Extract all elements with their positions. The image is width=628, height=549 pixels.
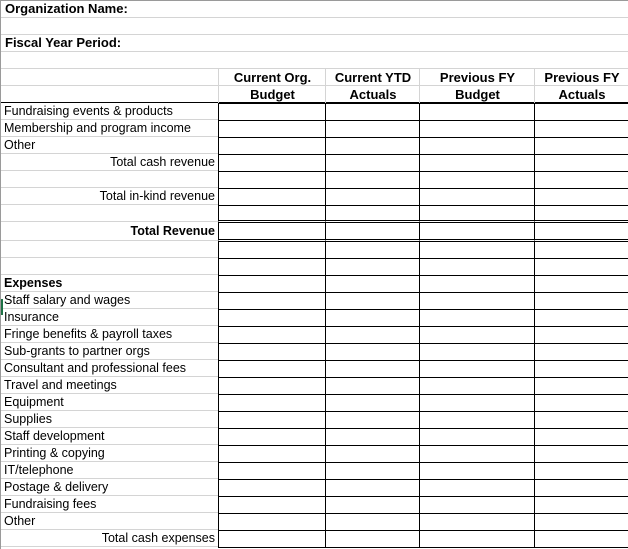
input-cell-current-ytd-actuals[interactable] — [325, 137, 420, 155]
table-row — [1, 411, 628, 428]
table-row — [1, 154, 628, 171]
input-cell-previous-fy-budget[interactable] — [419, 377, 535, 395]
input-cell-current-ytd-actuals[interactable] — [325, 462, 420, 480]
input-cell-previous-fy-budget[interactable] — [419, 479, 535, 497]
input-cell-previous-fy-budget[interactable] — [419, 530, 535, 548]
input-cell-current-org-budget[interactable] — [218, 394, 326, 412]
table-row — [1, 137, 628, 154]
input-cell-previous-fy-actuals[interactable] — [534, 258, 628, 276]
input-cell-current-org-budget[interactable] — [218, 137, 326, 155]
input-cell-previous-fy-budget[interactable] — [419, 360, 535, 378]
table-row — [1, 258, 628, 275]
table-row — [1, 360, 628, 377]
table-row — [1, 309, 628, 326]
input-cell-current-org-budget[interactable] — [218, 479, 326, 497]
input-cell-current-ytd-actuals[interactable] — [325, 360, 420, 378]
input-cell-previous-fy-actuals[interactable] — [534, 205, 628, 223]
expense-item-label: IT/telephone — [4, 463, 74, 477]
expense-item-label: Other — [4, 514, 36, 528]
input-cell-current-org-budget[interactable] — [218, 496, 326, 514]
input-cell-previous-fy-budget[interactable] — [419, 428, 535, 446]
input-cell-previous-fy-budget[interactable] — [419, 258, 535, 276]
input-cell-current-ytd-actuals[interactable] — [325, 275, 420, 293]
input-cell-current-ytd-actuals[interactable] — [325, 496, 420, 514]
selected-row-indicator — [1, 299, 3, 315]
row-fiscal-year — [1, 35, 628, 52]
input-cell-previous-fy-budget[interactable] — [419, 222, 535, 242]
table-row — [1, 205, 628, 222]
table-row — [1, 394, 628, 411]
row-label-cell[interactable] — [1, 241, 219, 258]
input-cell-previous-fy-actuals[interactable] — [534, 513, 628, 531]
expense-item-label: Sub-grants to partner orgs — [4, 344, 150, 358]
expense-item-label: Fringe benefits & payroll taxes — [4, 327, 173, 341]
input-cell-current-org-budget[interactable] — [218, 530, 326, 548]
input-cell-current-ytd-actuals[interactable] — [325, 326, 420, 344]
row-organization-name — [1, 1, 628, 18]
input-cell-previous-fy-actuals[interactable] — [534, 428, 628, 446]
total-revenue-label: Total Revenue — [130, 224, 215, 238]
input-cell-current-ytd-actuals[interactable] — [325, 154, 420, 172]
input-cell-current-org-budget[interactable] — [218, 154, 326, 172]
input-cell-current-ytd-actuals[interactable] — [325, 188, 420, 206]
row-blank[interactable] — [1, 18, 628, 35]
input-cell-previous-fy-budget[interactable] — [419, 309, 535, 327]
input-cell-previous-fy-budget[interactable] — [419, 496, 535, 514]
table-row — [1, 513, 628, 530]
input-cell-previous-fy-budget[interactable] — [419, 103, 535, 121]
expense-item-label: Equipment — [4, 395, 64, 409]
input-cell-current-org-budget[interactable] — [218, 445, 326, 463]
input-cell-previous-fy-actuals[interactable] — [534, 275, 628, 293]
input-cell-previous-fy-budget[interactable] — [419, 154, 535, 172]
total-inkind-revenue-label: Total in-kind revenue — [99, 189, 215, 203]
input-cell-current-org-budget[interactable] — [218, 462, 326, 480]
table-row — [1, 530, 628, 547]
input-cell-previous-fy-actuals[interactable] — [534, 530, 628, 548]
column-header-line: Budget — [250, 87, 295, 102]
input-cell-current-org-budget[interactable] — [218, 377, 326, 395]
input-cell-current-org-budget[interactable] — [218, 360, 326, 378]
column-header-current-ytd-actuals[interactable] — [326, 69, 420, 103]
input-cell-current-ytd-actuals[interactable] — [325, 309, 420, 327]
table-row — [1, 222, 628, 241]
input-cell-previous-fy-actuals[interactable] — [534, 360, 628, 378]
row-label-cell[interactable] — [1, 258, 219, 275]
input-cell-current-ytd-actuals[interactable] — [325, 222, 420, 242]
input-cell-previous-fy-actuals[interactable] — [534, 137, 628, 155]
table-row — [1, 496, 628, 513]
input-cell-previous-fy-actuals[interactable] — [534, 326, 628, 344]
column-header-line: Previous FY — [544, 70, 620, 85]
expense-item-label: Insurance — [4, 310, 59, 324]
table-row — [1, 292, 628, 309]
input-cell-previous-fy-actuals[interactable] — [534, 411, 628, 429]
input-cell-current-org-budget[interactable] — [218, 513, 326, 531]
input-cell-previous-fy-budget[interactable] — [419, 394, 535, 412]
table-row — [1, 343, 628, 360]
table-row — [1, 241, 628, 258]
input-cell-previous-fy-actuals[interactable] — [534, 343, 628, 361]
table-row — [1, 275, 628, 292]
input-cell-previous-fy-budget[interactable] — [419, 462, 535, 480]
expense-item-label: Postage & delivery — [4, 480, 109, 494]
expense-item-label: Consultant and professional fees — [4, 361, 187, 375]
input-cell-current-ytd-actuals[interactable] — [325, 120, 420, 138]
input-cell-previous-fy-budget[interactable] — [419, 326, 535, 344]
total-cash-expenses-label: Total cash expenses — [101, 531, 215, 545]
column-header-line: Current Org. — [233, 70, 312, 85]
input-cell-current-org-budget[interactable] — [218, 258, 326, 276]
input-cell-current-org-budget[interactable] — [218, 103, 326, 121]
input-cell-previous-fy-budget[interactable] — [419, 137, 535, 155]
input-cell-current-org-budget[interactable] — [218, 171, 326, 189]
input-cell-previous-fy-actuals[interactable] — [534, 222, 628, 242]
input-cell-previous-fy-actuals[interactable] — [534, 394, 628, 412]
row-label-cell[interactable] — [1, 171, 219, 188]
table-row — [1, 188, 628, 205]
input-cell-previous-fy-actuals[interactable] — [534, 188, 628, 206]
table-row — [1, 479, 628, 496]
table-row — [1, 445, 628, 462]
input-cell-current-ytd-actuals[interactable] — [325, 428, 420, 446]
column-header-line: Previous FY — [439, 70, 516, 85]
input-cell-current-ytd-actuals[interactable] — [325, 292, 420, 310]
input-cell-current-org-budget[interactable] — [218, 326, 326, 344]
input-cell-current-ytd-actuals[interactable] — [325, 343, 420, 361]
input-cell-previous-fy-actuals[interactable] — [534, 462, 628, 480]
input-cell-previous-fy-actuals[interactable] — [534, 292, 628, 310]
input-cell-previous-fy-actuals[interactable] — [534, 445, 628, 463]
fiscal-year-label[interactable]: Fiscal Year Period: — [5, 35, 122, 50]
revenue-item-label: Membership and program income — [4, 121, 191, 135]
table-row — [1, 428, 628, 445]
input-cell-previous-fy-budget[interactable] — [419, 292, 535, 310]
row-blank[interactable] — [1, 52, 628, 69]
input-cell-current-org-budget[interactable] — [218, 292, 326, 310]
column-header-line: Actuals — [558, 87, 606, 102]
input-cell-current-ytd-actuals[interactable] — [325, 241, 420, 259]
expense-item-label: Staff development — [4, 429, 105, 443]
total-cash-revenue-label: Total cash revenue — [110, 155, 215, 169]
column-header-previous-fy-budget[interactable] — [420, 69, 535, 103]
input-cell-previous-fy-actuals[interactable] — [534, 120, 628, 138]
input-cell-previous-fy-budget[interactable] — [419, 241, 535, 259]
input-cell-previous-fy-budget[interactable] — [419, 411, 535, 429]
expense-item-label: Supplies — [4, 412, 52, 426]
revenue-item-label: Other — [4, 138, 36, 152]
input-cell-previous-fy-budget[interactable] — [419, 513, 535, 531]
table-row — [1, 120, 628, 137]
input-cell-current-ytd-actuals[interactable] — [325, 377, 420, 395]
input-cell-previous-fy-actuals[interactable] — [534, 241, 628, 259]
input-cell-current-ytd-actuals[interactable] — [325, 479, 420, 497]
column-header-current-org-budget[interactable] — [219, 69, 326, 103]
expenses-heading: Expenses — [4, 276, 63, 290]
table-row — [1, 171, 628, 188]
input-cell-current-org-budget[interactable] — [218, 205, 326, 223]
input-cell-previous-fy-budget[interactable] — [419, 171, 535, 189]
column-header-line: Current YTD — [334, 70, 412, 85]
input-cell-current-ytd-actuals[interactable] — [325, 258, 420, 276]
input-cell-current-org-budget[interactable] — [218, 188, 326, 206]
table-row — [1, 377, 628, 394]
input-cell-current-ytd-actuals[interactable] — [325, 530, 420, 548]
table-row — [1, 462, 628, 479]
row-label-cell[interactable] — [1, 205, 219, 222]
table-row — [1, 103, 628, 120]
input-cell-current-ytd-actuals[interactable] — [325, 513, 420, 531]
input-cell-current-ytd-actuals[interactable] — [325, 205, 420, 223]
revenue-item-label: Fundraising events & products — [4, 104, 173, 118]
input-cell-current-org-budget[interactable] — [218, 120, 326, 138]
input-cell-previous-fy-actuals[interactable] — [534, 154, 628, 172]
input-cell-previous-fy-actuals[interactable] — [534, 377, 628, 395]
input-cell-current-org-budget[interactable] — [218, 428, 326, 446]
expense-item-label: Fundraising fees — [4, 497, 97, 511]
input-cell-current-ytd-actuals[interactable] — [325, 411, 420, 429]
column-header-line: Actuals — [349, 87, 397, 102]
organization-name-label[interactable]: Organization Name: — [5, 1, 128, 16]
input-cell-previous-fy-actuals[interactable] — [534, 479, 628, 497]
input-cell-previous-fy-actuals[interactable] — [534, 171, 628, 189]
input-cell-current-org-budget[interactable] — [218, 222, 326, 242]
input-cell-previous-fy-budget[interactable] — [419, 445, 535, 463]
input-cell-previous-fy-actuals[interactable] — [534, 309, 628, 327]
expense-item-label: Staff salary and wages — [4, 293, 131, 307]
expense-item-label: Travel and meetings — [4, 378, 117, 392]
input-cell-current-ytd-actuals[interactable] — [325, 103, 420, 121]
input-cell-current-org-budget[interactable] — [218, 309, 326, 327]
input-cell-previous-fy-budget[interactable] — [419, 205, 535, 223]
input-cell-previous-fy-actuals[interactable] — [534, 496, 628, 514]
input-cell-current-ytd-actuals[interactable] — [325, 445, 420, 463]
input-cell-current-ytd-actuals[interactable] — [325, 171, 420, 189]
input-cell-previous-fy-budget[interactable] — [419, 188, 535, 206]
input-cell-previous-fy-budget[interactable] — [419, 275, 535, 293]
input-cell-current-org-budget[interactable] — [218, 275, 326, 293]
input-cell-current-ytd-actuals[interactable] — [325, 394, 420, 412]
table-row — [1, 326, 628, 343]
column-header-line: Budget — [455, 87, 500, 102]
input-cell-previous-fy-budget[interactable] — [419, 343, 535, 361]
input-cell-current-org-budget[interactable] — [218, 343, 326, 361]
input-cell-current-org-budget[interactable] — [218, 241, 326, 259]
column-header-previous-fy-actuals[interactable] — [535, 69, 628, 103]
input-cell-previous-fy-actuals[interactable] — [534, 103, 628, 121]
input-cell-previous-fy-budget[interactable] — [419, 120, 535, 138]
input-cell-current-org-budget[interactable] — [218, 411, 326, 429]
expense-item-label: Printing & copying — [4, 446, 105, 460]
